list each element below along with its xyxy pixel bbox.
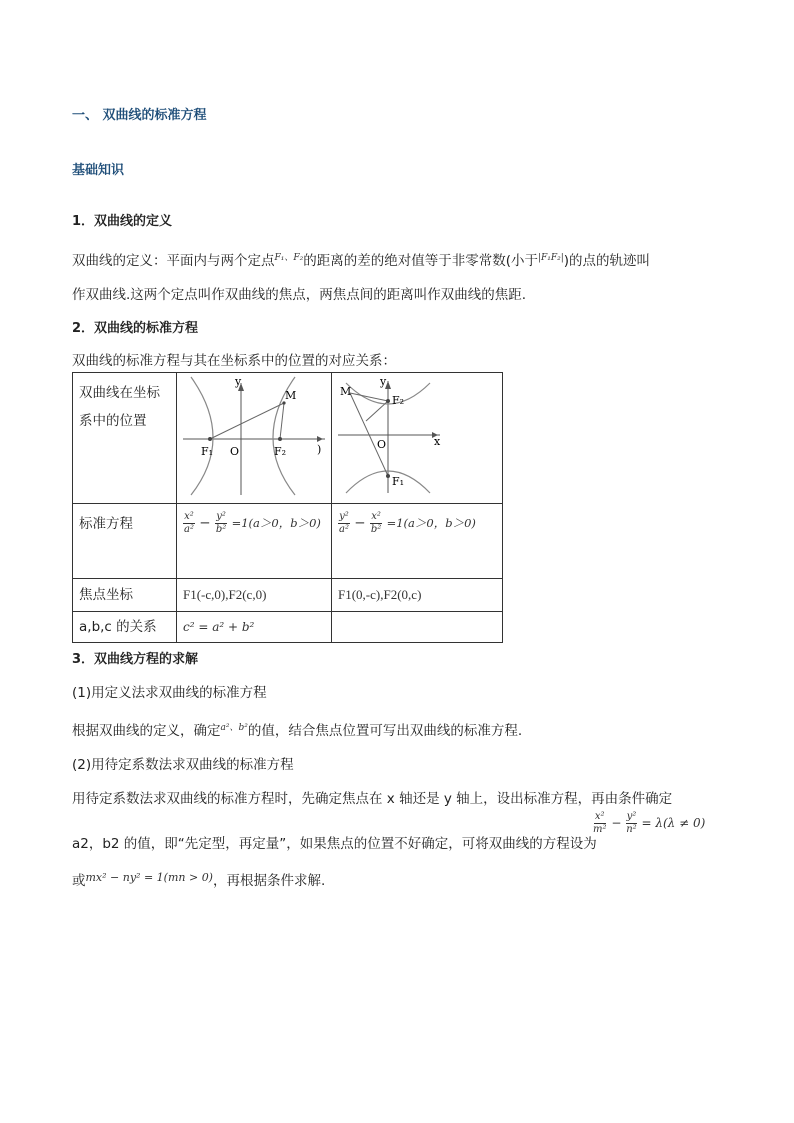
eq2-den2: b²: [370, 524, 382, 535]
eq2-num2: x²: [371, 511, 381, 522]
equation-horizontal: $\frac{\text{x²}}{\text{a²}}$ − $\frac{\text{y²}}{\text{b²}}$ =1(a＞0，b＞0): [184, 511, 321, 535]
method-2-equation-2: mx² − ny² = 1(mn > 0): [85, 871, 213, 884]
fig2-f2-label: F₂: [392, 394, 405, 407]
table-row-equation: [73, 504, 503, 579]
row-label-foci: 焦点坐标: [79, 587, 133, 603]
method-1-vars: a²、b²: [220, 723, 248, 733]
table-intro: 双曲线的标准方程与其在坐标系中的位置的对应关系：: [72, 353, 396, 369]
fig1-f2-label: F₂: [274, 445, 287, 458]
eq1-rest: =1(a＞0，b＞0): [231, 516, 321, 530]
definition-text-b: 的距离的差的绝对值等于非零常数(小于: [303, 253, 538, 269]
table-row-relation: [73, 612, 503, 643]
fig1-y-label: y: [235, 375, 242, 388]
fig2-x-label: x: [434, 435, 441, 448]
m2-den1: m²: [593, 824, 607, 835]
row-label-relation: a,b,c 的关系: [79, 619, 157, 635]
method-1-text: [72, 719, 522, 739]
eq1-den1: a²: [184, 524, 194, 535]
foci-points-formula: F₁、F₂: [274, 253, 304, 263]
eq2-rest: =1(a＞0，b＞0): [386, 516, 476, 530]
heading-standard-equation: 2．双曲线的标准方程: [72, 321, 199, 336]
fig1-x-label: ): [317, 443, 322, 456]
hyperbola-table: [72, 372, 503, 643]
heading-definition: 1．双曲线的定义: [72, 214, 173, 229]
table-row-position: [73, 373, 503, 504]
definition-line-1: [72, 249, 650, 269]
method-1-text-a: 根据双曲线的定义，确定: [72, 723, 221, 739]
m2-den2: n²: [626, 824, 637, 835]
fig1-origin-label: O: [230, 445, 240, 458]
relation-formula: c² = a² + b²: [183, 620, 255, 634]
method-2-line-3: [72, 869, 325, 889]
vertical-hyperbola-figure: [332, 373, 499, 499]
eq1-num2: y²: [216, 511, 226, 522]
method-2-title: (2)用待定系数法求双曲线的标准方程: [72, 757, 294, 773]
fig1-f1-label: F₁: [201, 445, 214, 458]
foci-vertical: F1(0,-c),F2(0,c): [338, 587, 422, 602]
equation-vertical: $\frac{\text{y²}}{\text{a²}}$ − $\frac{\text{x²}}{\text{b²}}$ =1(a＞0，b＞0): [339, 511, 476, 535]
eq2-den1: a²: [339, 524, 349, 535]
row-label-equation: 标准方程: [79, 516, 133, 532]
fig1-m-label: M: [285, 389, 297, 402]
fig2-origin-label: O: [377, 438, 387, 451]
eq1-den2: b²: [215, 524, 227, 535]
method-2-equation: $\frac{\text{x²}}{\text{m²}}$ − $\frac{\text{y²}}{\text{n²}}$ = λ(λ ≠ 0): [593, 811, 706, 835]
section-subtitle: 基础知识: [72, 163, 125, 178]
definition-text-c: )的点的轨迹叫: [563, 253, 651, 269]
section-title: 一、 双曲线的标准方程: [72, 108, 207, 123]
m2-eq-rest: = λ(λ ≠ 0): [641, 816, 706, 830]
definition-text-a: 双曲线的定义：平面内与两个定点: [72, 253, 275, 269]
method-1-title: (1)用定义法求双曲线的标准方程: [72, 685, 267, 701]
table-row-foci: [73, 579, 503, 612]
method-2-line-3-b: ，再根据条件求解.: [212, 873, 326, 889]
fig2-f1-label: F₁: [392, 475, 405, 488]
eq2-num1: y²: [339, 511, 349, 522]
method-1-text-b: 的值，结合焦点位置可写出双曲线的标准方程.: [247, 723, 523, 739]
focal-distance-formula: |F₁F₂|: [538, 253, 564, 263]
fig2-m-label: M: [340, 385, 352, 398]
method-2-line-2: a2，b2 的值，即“先定型，再定量”，如果焦点的位置不好确定，可将双曲线的方程设为: [72, 836, 597, 852]
eq1-num1: x²: [184, 511, 194, 522]
foci-horizontal: F1(-c,0),F2(c,0): [183, 587, 267, 602]
heading-solving: 3．双曲线方程的求解: [72, 652, 199, 667]
row-label-position: 双曲线在坐标系中的位置: [79, 385, 160, 429]
fig2-y-label: y: [380, 375, 387, 388]
horizontal-hyperbola-figure: [177, 373, 331, 499]
m2-num1: x²: [594, 811, 605, 822]
m2-num2: y²: [626, 811, 637, 822]
method-2-line-1: 用待定系数法求双曲线的标准方程时，先确定焦点在 x 轴还是 y 轴上，设出标准方程，再由条件确定: [72, 791, 673, 807]
definition-line-2: 作双曲线.这两个定点叫作双曲线的焦点，两焦点间的距离叫作双曲线的焦距.: [72, 287, 527, 303]
method-2-line-3-a: 或: [72, 873, 86, 889]
